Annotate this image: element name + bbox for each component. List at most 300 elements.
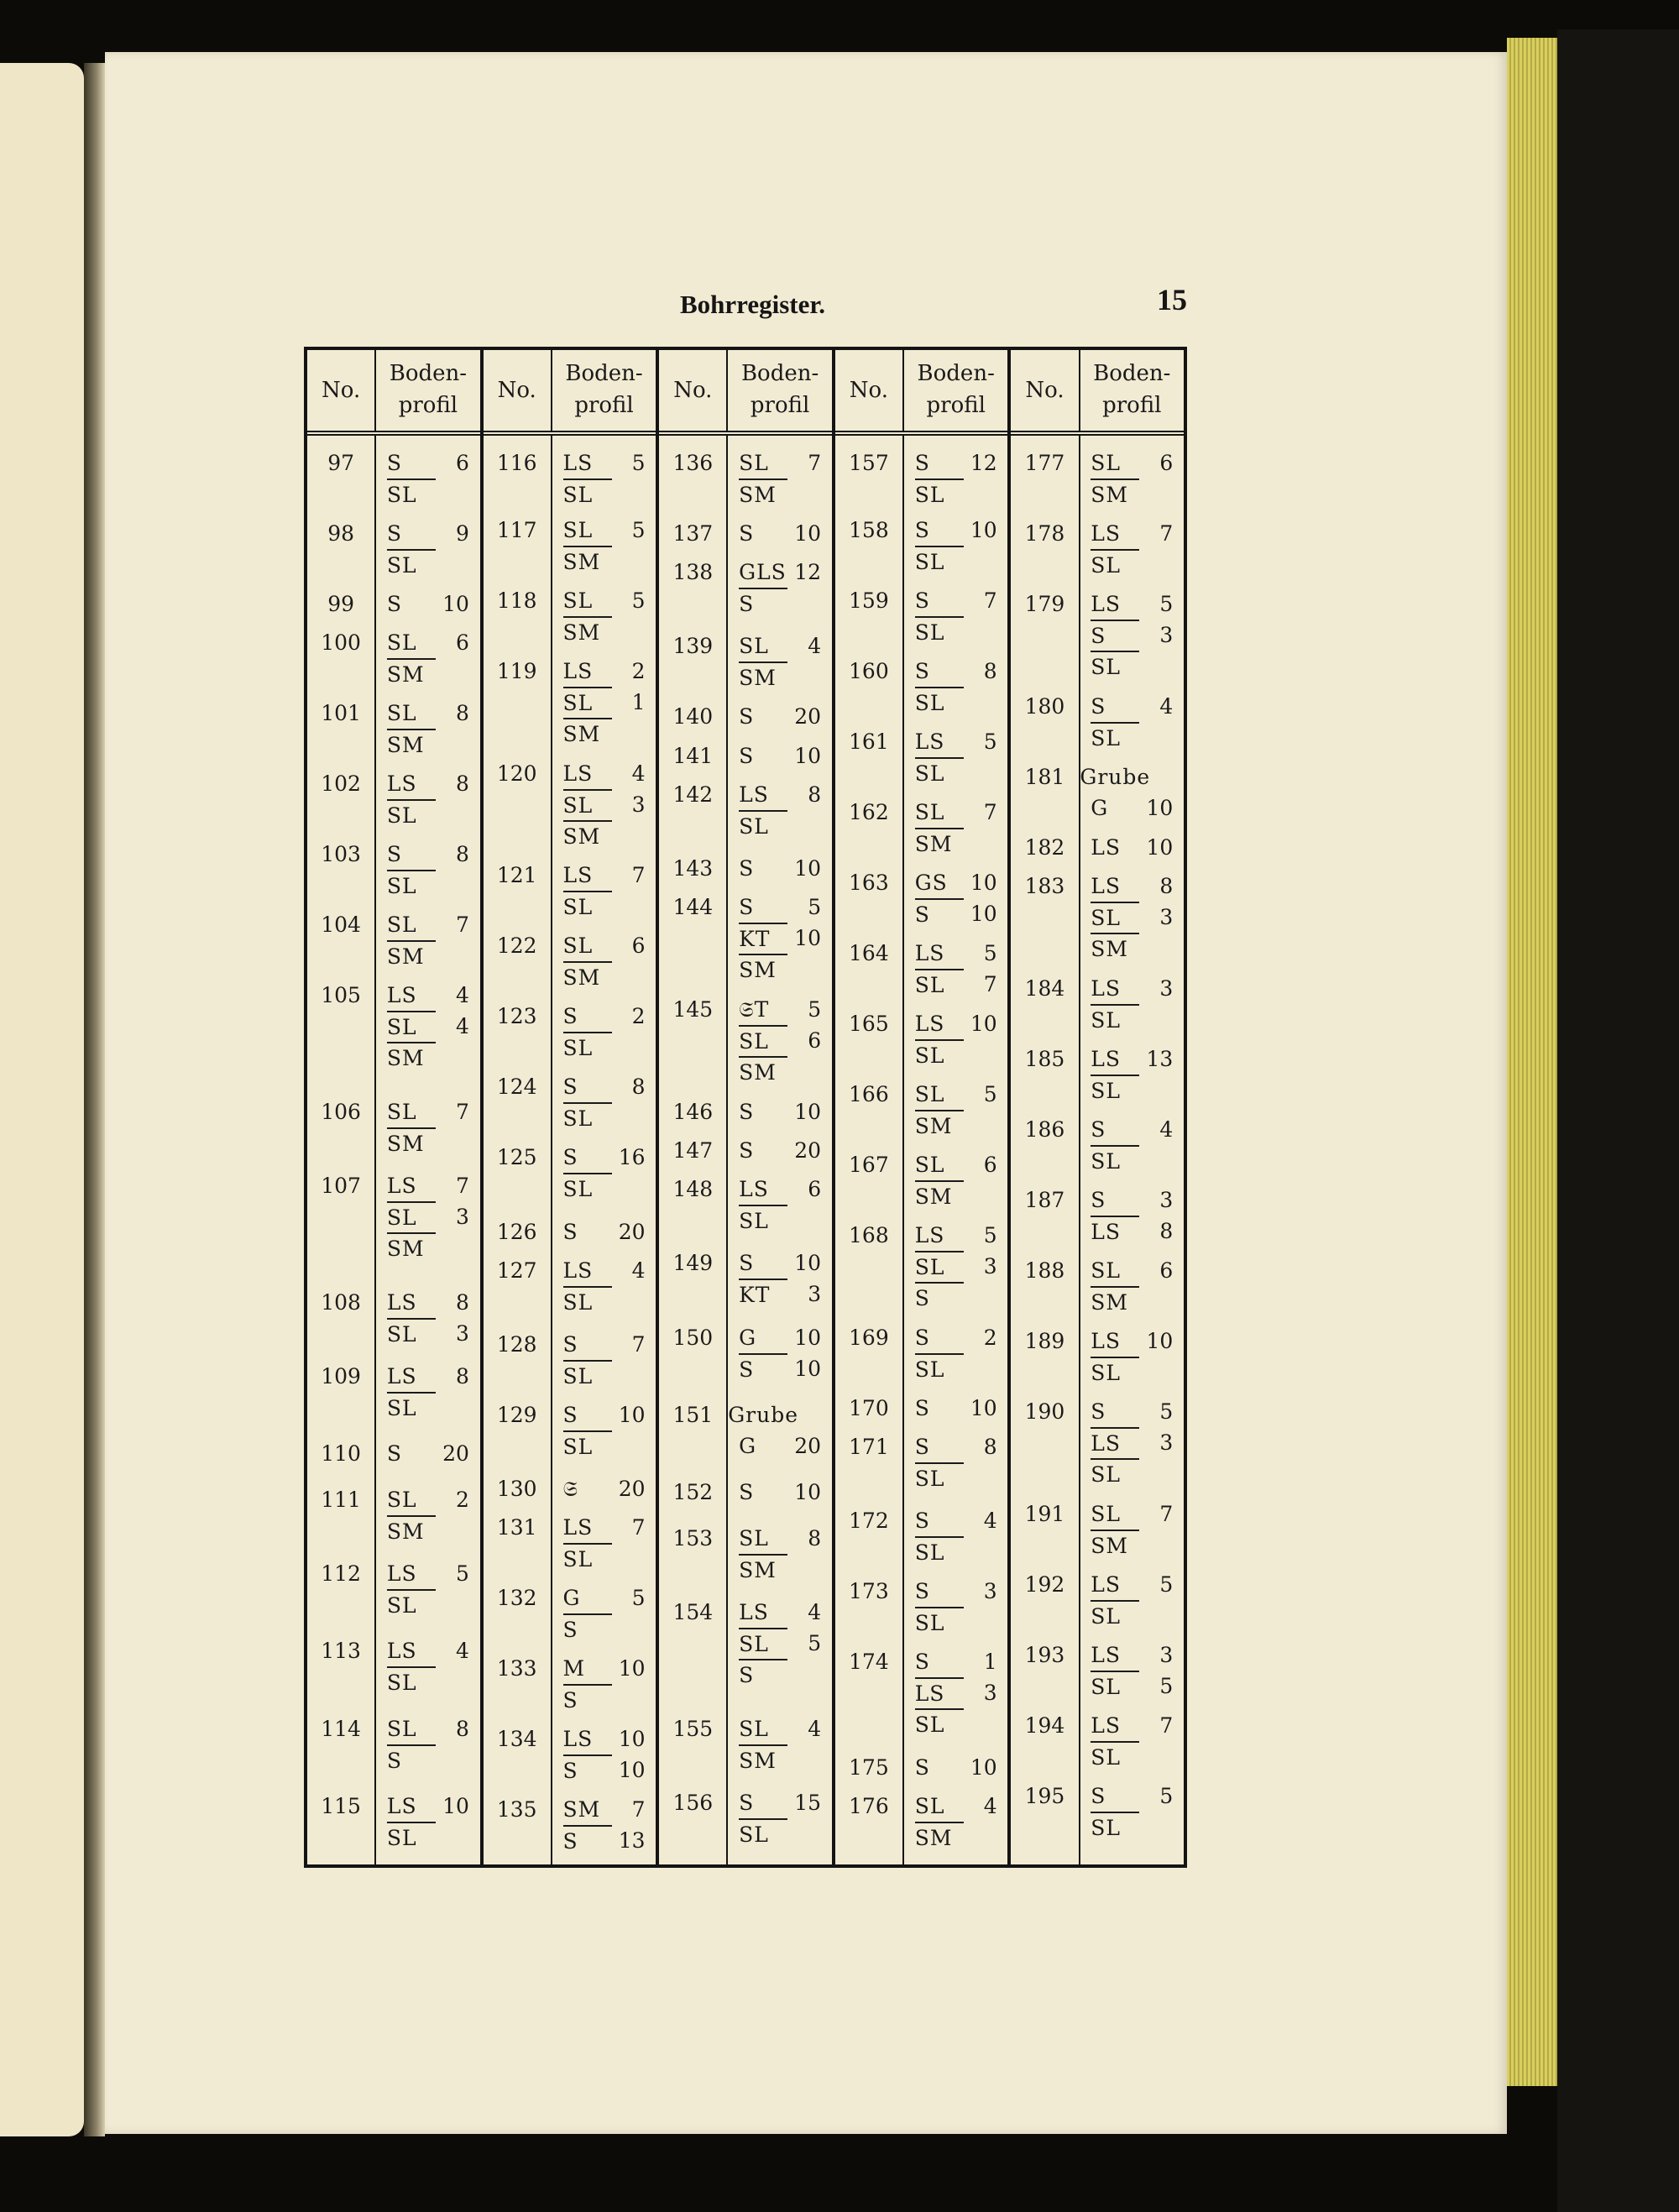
soil-layer bbox=[915, 726, 997, 757]
soil-profile bbox=[376, 909, 479, 970]
soil-layer bbox=[739, 662, 821, 691]
soil-type: SL bbox=[915, 1462, 964, 1492]
soil-type: SM bbox=[387, 729, 436, 758]
soil-type: S bbox=[914, 1395, 930, 1420]
bore-number: 183 bbox=[1024, 874, 1065, 898]
soil-layer bbox=[563, 1684, 646, 1713]
layer-depth: 5 bbox=[1159, 1399, 1174, 1424]
soil-type: SL bbox=[386, 1716, 417, 1741]
soil-profile bbox=[728, 1597, 831, 1688]
soil-profile bbox=[376, 698, 479, 758]
soil-layer bbox=[387, 1042, 469, 1071]
bore-number: 127 bbox=[496, 1258, 537, 1283]
layer-depth: 5 bbox=[1159, 592, 1174, 616]
bore-number: 189 bbox=[1024, 1328, 1065, 1353]
soil-type: SL bbox=[915, 969, 964, 1000]
page-edges bbox=[1507, 38, 1557, 2086]
soil-type: SL bbox=[563, 1032, 612, 1061]
group-body bbox=[307, 436, 480, 1864]
soil-layer bbox=[915, 616, 997, 646]
bore-number: 168 bbox=[849, 1222, 889, 1247]
layer-depth: 16 bbox=[618, 1145, 646, 1170]
soil-layer bbox=[1091, 1396, 1173, 1427]
bore-number: 173 bbox=[849, 1579, 889, 1603]
soil-type: LS bbox=[914, 1011, 945, 1036]
layer-depth: 4 bbox=[808, 634, 822, 659]
soil-layer bbox=[739, 994, 821, 1025]
soil-layer bbox=[387, 1392, 469, 1421]
layer-depth: 6 bbox=[456, 630, 469, 656]
bore-number: 143 bbox=[672, 856, 714, 881]
soil-type: SL bbox=[739, 1526, 769, 1550]
soil-type: SL bbox=[915, 1039, 964, 1069]
soil-type: S bbox=[1091, 1783, 1106, 1808]
soil-layer bbox=[915, 1110, 997, 1139]
soil-type: SL bbox=[914, 799, 945, 824]
soil-layer bbox=[915, 1431, 997, 1462]
soil-layer bbox=[915, 585, 997, 616]
soil-type: S bbox=[563, 1825, 612, 1856]
soil-type: S bbox=[739, 1099, 755, 1124]
soil-type: LS bbox=[914, 940, 945, 965]
soil-layer bbox=[915, 867, 997, 898]
soil-type: M bbox=[562, 1656, 586, 1681]
layer-depth bbox=[436, 1042, 469, 1071]
soil-layer bbox=[563, 1173, 646, 1202]
layer-depth: 8 bbox=[983, 1434, 997, 1459]
soil-layer bbox=[387, 909, 469, 940]
soil-layer bbox=[915, 1505, 997, 1536]
soil-layer bbox=[915, 797, 997, 828]
header-no: No. bbox=[835, 350, 904, 431]
soil-type: S bbox=[739, 704, 755, 729]
soil-profile bbox=[904, 938, 1007, 1000]
soil-layer bbox=[739, 1659, 821, 1688]
soil-type: SL bbox=[563, 687, 612, 718]
layer-depth bbox=[964, 828, 997, 857]
soil-layer bbox=[739, 478, 821, 508]
layer-depth: 20 bbox=[618, 1219, 646, 1244]
soil-profile bbox=[904, 1149, 1007, 1210]
layer-depth bbox=[1139, 722, 1173, 751]
bore-number: 169 bbox=[849, 1325, 889, 1350]
bore-number: 159 bbox=[849, 588, 889, 613]
soil-type: SL bbox=[563, 1543, 612, 1572]
soil-profile bbox=[552, 1473, 656, 1504]
bore-number: 104 bbox=[321, 913, 361, 938]
soil-layer bbox=[1091, 620, 1173, 651]
layer-depth: 10 bbox=[970, 1395, 997, 1420]
soil-layer bbox=[739, 630, 821, 662]
layer-depth: 3 bbox=[1159, 1642, 1174, 1667]
layer-depth: 10 bbox=[794, 743, 822, 768]
layer-depth bbox=[964, 1822, 997, 1851]
layer-depth bbox=[964, 1180, 997, 1210]
soil-type: LS bbox=[386, 1639, 417, 1664]
soil-layer bbox=[387, 1558, 469, 1589]
header-no: No. bbox=[307, 350, 376, 431]
soil-type: LS bbox=[562, 761, 594, 786]
soil-layer bbox=[739, 701, 821, 732]
soil-type: SM bbox=[563, 546, 612, 575]
soil-type: SL bbox=[563, 789, 612, 820]
number-column bbox=[484, 436, 552, 1864]
bore-number: 172 bbox=[849, 1509, 889, 1533]
soil-type: S bbox=[914, 1434, 930, 1459]
soil-layer bbox=[739, 1713, 821, 1744]
layer-depth: 3 bbox=[1159, 905, 1174, 929]
group-header bbox=[659, 350, 832, 436]
soil-layer bbox=[915, 1646, 997, 1677]
soil-type: SM bbox=[387, 940, 436, 970]
soil-layer bbox=[563, 1582, 646, 1613]
column-group-5 bbox=[1011, 350, 1184, 1864]
soil-type: G bbox=[562, 1586, 581, 1611]
soil-layer bbox=[387, 447, 469, 478]
soil-type: SL bbox=[387, 1392, 436, 1421]
soil-profile bbox=[728, 994, 831, 1085]
soil-profile bbox=[552, 515, 656, 575]
soil-layer bbox=[1091, 549, 1173, 578]
soil-type: LS bbox=[562, 1515, 594, 1540]
layer-depth bbox=[787, 1056, 821, 1085]
soil-layer bbox=[1091, 1145, 1173, 1174]
layer-depth bbox=[436, 1744, 469, 1774]
soil-type: LS bbox=[914, 729, 945, 754]
layer-depth: 7 bbox=[1159, 521, 1174, 546]
soil-type: SL bbox=[562, 933, 594, 959]
soil-profile bbox=[376, 1713, 479, 1774]
bore-number: 195 bbox=[1024, 1783, 1065, 1808]
header-profile: Boden- profil bbox=[917, 361, 995, 418]
soil-profile bbox=[1080, 1396, 1184, 1488]
soil-layer bbox=[1091, 1710, 1173, 1741]
layer-depth: 13 bbox=[1146, 1046, 1174, 1071]
layer-depth: 3 bbox=[983, 1681, 997, 1705]
bore-number: 191 bbox=[1024, 1501, 1065, 1526]
soil-type: LS bbox=[739, 1177, 769, 1202]
layer-depth: 7 bbox=[983, 971, 997, 996]
soil-type: SL bbox=[1091, 1671, 1139, 1702]
soil-layer bbox=[1091, 651, 1173, 680]
soil-profile bbox=[904, 1220, 1007, 1311]
layer-depth: 10 bbox=[794, 856, 822, 881]
layer-depth: 10 bbox=[794, 1325, 822, 1350]
layer-depth bbox=[612, 1543, 646, 1572]
soil-layer bbox=[915, 898, 997, 929]
soil-type: LS bbox=[1091, 1216, 1139, 1247]
soil-type: SM bbox=[915, 1110, 964, 1139]
soil-profile bbox=[552, 1582, 656, 1643]
soil-type: LS bbox=[1091, 1046, 1122, 1071]
bore-number: 142 bbox=[672, 782, 714, 807]
bore-number: 170 bbox=[849, 1395, 889, 1420]
soil-type: SL bbox=[914, 1081, 945, 1106]
layer-depth bbox=[436, 1822, 469, 1851]
soil-type: SL bbox=[1091, 722, 1139, 751]
soil-type: LS bbox=[914, 1222, 945, 1247]
soil-profile bbox=[552, 1216, 656, 1247]
soil-profile bbox=[376, 980, 479, 1071]
bore-number: 187 bbox=[1024, 1187, 1065, 1212]
soil-type: SL bbox=[387, 1318, 436, 1349]
soil-layer bbox=[387, 799, 469, 829]
soil-type: SL bbox=[1091, 1501, 1122, 1526]
bore-number: 186 bbox=[1024, 1116, 1065, 1142]
soil-type: S bbox=[386, 1441, 403, 1467]
soil-profile bbox=[376, 627, 479, 688]
soil-type: SL bbox=[915, 757, 964, 787]
soil-type: SM bbox=[915, 828, 964, 857]
layer-depth bbox=[787, 1554, 821, 1583]
bore-number: 130 bbox=[496, 1477, 537, 1502]
soil-type: LS bbox=[1091, 834, 1122, 860]
bore-number: 121 bbox=[496, 863, 537, 888]
layer-depth bbox=[787, 810, 821, 839]
layer-depth: 4 bbox=[631, 761, 646, 786]
soil-layer bbox=[915, 1008, 997, 1039]
soil-type: LS bbox=[1091, 874, 1122, 898]
soil-type: LS bbox=[1091, 1713, 1122, 1738]
bore-number: 192 bbox=[1024, 1571, 1065, 1597]
soil-layer bbox=[915, 1251, 997, 1282]
layer-depth: 10 bbox=[794, 926, 822, 951]
layer-depth: 8 bbox=[983, 658, 997, 683]
soil-type: SM bbox=[915, 1822, 964, 1851]
soil-type: SL bbox=[739, 451, 769, 475]
soil-type: GS bbox=[914, 870, 948, 895]
layer-depth: 1 bbox=[631, 689, 646, 714]
bore-number: 102 bbox=[321, 771, 361, 797]
soil-layer bbox=[915, 447, 997, 478]
soil-type: S bbox=[1091, 1116, 1106, 1142]
soil-layer bbox=[739, 447, 821, 478]
soil-type: SM bbox=[563, 718, 612, 747]
layer-depth: 7 bbox=[456, 1099, 469, 1124]
layer-depth: 4 bbox=[1159, 1116, 1174, 1142]
bore-number: 115 bbox=[321, 1794, 361, 1819]
layer-depth: 20 bbox=[794, 1434, 822, 1458]
soil-profile bbox=[552, 1653, 656, 1713]
bore-number: 184 bbox=[1024, 975, 1065, 1001]
layer-depth: 5 bbox=[983, 1081, 997, 1106]
soil-type: 𝔖T bbox=[739, 997, 770, 1022]
layer-depth: 3 bbox=[808, 1282, 822, 1307]
soil-layer bbox=[915, 1677, 997, 1708]
layer-depth: 3 bbox=[983, 1579, 997, 1603]
book-gutter bbox=[84, 63, 105, 2136]
layer-depth: 10 bbox=[1146, 1328, 1174, 1353]
soil-type: SM bbox=[1091, 1530, 1139, 1559]
soil-layer bbox=[1091, 1286, 1173, 1315]
soil-type: S bbox=[387, 1744, 436, 1774]
bore-number: 112 bbox=[321, 1561, 361, 1586]
layer-depth: 10 bbox=[618, 1656, 646, 1681]
soil-type: S bbox=[914, 658, 930, 683]
bore-number: 140 bbox=[672, 704, 714, 729]
layer-depth: 3 bbox=[456, 1205, 469, 1229]
soil-profile bbox=[728, 1787, 831, 1848]
soil-profile bbox=[376, 1287, 479, 1349]
soil-layer bbox=[1091, 1114, 1173, 1145]
layer-depth bbox=[436, 1392, 469, 1421]
soil-profile bbox=[1080, 1184, 1184, 1247]
soil-profile bbox=[1080, 518, 1184, 578]
soil-profile bbox=[904, 585, 1007, 646]
soil-type: SL bbox=[1091, 1812, 1139, 1841]
layer-depth bbox=[436, 1515, 469, 1545]
soil-type: SM bbox=[562, 1797, 601, 1822]
soil-profile bbox=[1080, 1498, 1184, 1559]
soil-layer bbox=[387, 1589, 469, 1618]
soil-layer bbox=[739, 954, 821, 983]
soil-profile bbox=[1080, 447, 1184, 508]
layer-depth bbox=[612, 616, 646, 646]
soil-layer bbox=[739, 1744, 821, 1774]
soil-type: SL bbox=[386, 913, 417, 938]
soil-layer bbox=[1091, 1530, 1173, 1559]
soil-type: S bbox=[739, 1138, 755, 1163]
layer-depth: 8 bbox=[631, 1075, 646, 1100]
group-header bbox=[307, 350, 480, 436]
soil-layer bbox=[1091, 722, 1173, 751]
soil-layer bbox=[563, 1071, 646, 1102]
soil-layer bbox=[387, 1822, 469, 1851]
soil-profile bbox=[728, 630, 831, 691]
soil-layer bbox=[739, 1174, 821, 1205]
soil-type: SL bbox=[562, 588, 594, 613]
soil-type: SL bbox=[387, 1589, 436, 1618]
soil-layer bbox=[915, 828, 997, 857]
soil-layer bbox=[915, 1752, 997, 1783]
soil-layer bbox=[387, 1635, 469, 1666]
group-body bbox=[484, 436, 656, 1864]
soil-type: SM bbox=[563, 616, 612, 646]
bore-number: 116 bbox=[496, 451, 537, 475]
layer-depth: 6 bbox=[983, 1152, 997, 1177]
soil-profile bbox=[1080, 1781, 1184, 1841]
soil-profile bbox=[904, 656, 1007, 716]
soil-layer bbox=[739, 1205, 821, 1234]
soil-profile bbox=[1080, 1639, 1184, 1702]
soil-profile bbox=[1080, 691, 1184, 751]
layer-depth: 10 bbox=[794, 1099, 822, 1124]
soil-type: SM bbox=[1091, 933, 1139, 962]
soil-profile bbox=[728, 853, 831, 884]
soil-type: SM bbox=[1091, 1286, 1139, 1315]
soil-type: LS bbox=[1091, 975, 1122, 1001]
layer-depth: 5 bbox=[1159, 1673, 1174, 1698]
bore-number: 177 bbox=[1024, 451, 1065, 475]
soil-profile bbox=[552, 1512, 656, 1572]
soil-layer bbox=[387, 940, 469, 970]
bore-number: 138 bbox=[672, 560, 714, 585]
soil-layer bbox=[563, 478, 646, 508]
group-header bbox=[484, 350, 656, 436]
soil-type: SL bbox=[739, 634, 769, 659]
layer-depth: 10 bbox=[794, 1356, 822, 1381]
book-cover bbox=[1557, 29, 1679, 2212]
layer-depth: 6 bbox=[1159, 451, 1174, 475]
layer-depth bbox=[612, 546, 646, 575]
number-column bbox=[1011, 436, 1080, 1864]
soil-type: SL bbox=[739, 1628, 787, 1659]
soil-type: SM bbox=[387, 658, 436, 688]
soil-type: SM bbox=[563, 961, 612, 991]
layer-depth bbox=[964, 1607, 997, 1636]
soil-layer bbox=[915, 1353, 997, 1383]
bore-number: 139 bbox=[672, 634, 714, 659]
soil-layer bbox=[1091, 1671, 1173, 1702]
layer-depth: 7 bbox=[631, 1332, 646, 1357]
layer-depth: 7 bbox=[631, 1797, 646, 1822]
bore-number: 141 bbox=[672, 743, 714, 768]
soil-profile bbox=[728, 1399, 831, 1462]
soil-type: S bbox=[739, 1480, 755, 1505]
soil-layer bbox=[563, 1543, 646, 1572]
soil-layer bbox=[563, 1723, 646, 1754]
soil-type: LS bbox=[386, 771, 417, 797]
soil-profile bbox=[1080, 1326, 1184, 1386]
soil-type: SL bbox=[387, 870, 436, 899]
soil-type: SL bbox=[1091, 549, 1139, 578]
soil-layer bbox=[915, 1282, 997, 1311]
soil-profile bbox=[728, 1713, 831, 1774]
soil-type: S bbox=[914, 588, 930, 613]
soil-profile bbox=[728, 557, 831, 617]
soil-profile bbox=[552, 930, 656, 991]
layer-depth: 10 bbox=[794, 521, 822, 546]
soil-layer bbox=[387, 627, 469, 658]
soil-profile bbox=[376, 1361, 479, 1421]
soil-profile bbox=[904, 1646, 1007, 1738]
bore-number: 193 bbox=[1024, 1642, 1065, 1667]
soil-profile bbox=[376, 518, 479, 578]
soil-profile bbox=[904, 1505, 1007, 1566]
layer-depth: 3 bbox=[631, 792, 646, 817]
bore-number: 174 bbox=[849, 1650, 889, 1674]
soil-profile bbox=[376, 839, 479, 899]
soil-type: S bbox=[1091, 620, 1139, 651]
layer-depth bbox=[964, 1039, 997, 1069]
soil-layer bbox=[915, 1576, 997, 1607]
soil-layer bbox=[915, 1079, 997, 1110]
soil-type: SM bbox=[739, 1744, 787, 1774]
soil-layer bbox=[739, 1322, 821, 1353]
bore-number: 108 bbox=[321, 1289, 361, 1315]
soil-layer bbox=[915, 1536, 997, 1566]
soil-type: S bbox=[914, 451, 930, 475]
soil-profile bbox=[1080, 1569, 1184, 1629]
layer-depth: 5 bbox=[983, 729, 997, 754]
layer-depth bbox=[436, 1127, 469, 1157]
soil-type: SL bbox=[739, 1818, 787, 1848]
soil-layer bbox=[387, 549, 469, 578]
layer-depth bbox=[787, 954, 821, 983]
soil-type: Grube bbox=[728, 1403, 799, 1427]
layer-depth: 15 bbox=[794, 1791, 822, 1815]
layer-depth: 10 bbox=[970, 517, 997, 542]
layer-depth: 4 bbox=[456, 1639, 469, 1664]
bore-number: 117 bbox=[496, 517, 537, 542]
soil-layer bbox=[915, 515, 997, 546]
soil-layer bbox=[387, 1791, 469, 1822]
soil-type: S bbox=[914, 1325, 930, 1350]
soil-profile bbox=[1080, 871, 1184, 962]
bore-number: 157 bbox=[849, 451, 889, 475]
layer-depth: 5 bbox=[983, 1222, 997, 1247]
soil-layer bbox=[739, 1025, 821, 1056]
